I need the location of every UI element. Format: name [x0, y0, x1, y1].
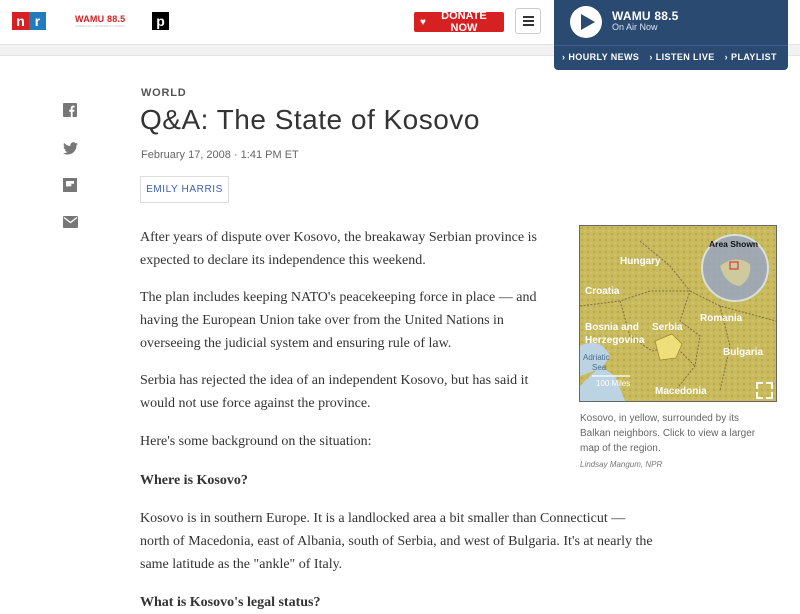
facebook-icon	[63, 103, 77, 117]
donate-button[interactable]	[414, 12, 504, 32]
map-label-bulgaria: Bulgaria	[723, 347, 764, 358]
twitter-icon	[63, 142, 78, 155]
player-status: On Air Now	[612, 22, 658, 32]
map-label-romania: Romania	[700, 313, 743, 324]
chevron-right-icon: ›	[649, 52, 653, 62]
player-station-name: WAMU 88.5	[612, 9, 679, 23]
publish-date: February 17, 2008 · 1:41 PM ET	[141, 149, 299, 161]
page-title: Q&A: The State of Kosovo	[140, 104, 480, 135]
chevron-right-icon: ›	[562, 52, 566, 62]
play-button[interactable]	[570, 6, 602, 38]
listen-live-link[interactable]: › LISTEN LIVE	[649, 52, 715, 62]
article-subheading: What is Kosovo's legal status?	[140, 595, 321, 610]
map-label-area-shown: Area Shown	[709, 239, 759, 249]
map-label-sea: Sea	[592, 363, 607, 372]
map-label-herzegovina: Herzegovina	[585, 335, 645, 346]
article-paragraph: Here's some background on the situation:	[140, 434, 372, 449]
email-icon	[63, 216, 78, 228]
email-share-button[interactable]	[62, 214, 78, 230]
map-label-macedonia: Macedonia	[655, 386, 707, 397]
station-logo-text: WAMU 88.5	[75, 14, 126, 24]
npr-logo-letter-p: p	[152, 12, 169, 30]
npr-logo-letter-r: r	[29, 12, 46, 30]
map-scale-label: 100 Miles	[596, 379, 631, 388]
twitter-share-button[interactable]	[62, 140, 78, 156]
chevron-right-icon: ›	[724, 52, 729, 62]
facebook-share-button[interactable]	[62, 102, 78, 118]
station-logo[interactable]	[75, 14, 125, 28]
live-radio-player	[554, 0, 788, 70]
player-divider	[554, 45, 788, 46]
flipboard-share-button[interactable]	[62, 177, 78, 193]
player-links	[562, 52, 777, 62]
map-label-adriatic: Adriatic	[583, 353, 610, 362]
map-credit: Lindsay Mangum, NPR	[580, 460, 663, 469]
author-byline[interactable]: EMILY HARRIS	[140, 176, 229, 203]
hourly-news-link[interactable]: › HOURLY NEWS	[562, 52, 640, 62]
map-label-croatia: Croatia	[585, 286, 620, 297]
playlist-link[interactable]: › PLAYLIST	[724, 52, 777, 62]
donate-label: DONATE NOW	[441, 10, 487, 34]
station-tagline: AMERICAN UNIVERSITY RADIO	[75, 24, 125, 28]
npr-logo-letter-n: n	[12, 12, 29, 30]
hamburger-menu-button[interactable]	[515, 8, 541, 34]
flipboard-icon	[63, 178, 77, 192]
heart-icon: ♥	[420, 16, 426, 28]
hamburger-menu-icon	[523, 16, 534, 18]
article-paragraph: Serbia has rejected the idea of an independent Kosovo, but has said it would not use force against the province.	[140, 373, 529, 411]
play-icon	[581, 14, 595, 30]
map-caption: Kosovo, in yellow, surrounded by its Balkan neighbors. Click to view a larger map of the region.	[580, 413, 756, 454]
article-paragraph: Kosovo is in southern Europe. It is a landlocked area a bit smaller than Connecticut — north of Macedonia, east of Albania, south of Serbia, and west of Bulgaria. It's at nearly the same latitude as the "ankle" of Italy.	[140, 511, 653, 572]
kosovo-map-image[interactable]	[579, 225, 777, 402]
article-subheading: Where is Kosovo?	[140, 473, 248, 488]
map-label-hungary: Hungary	[620, 256, 661, 267]
section-label[interactable]: WORLD	[141, 87, 187, 99]
article-paragraph: The plan includes keeping NATO's peacekeeping force in place — and having the European Union take over from the United Nations in overseeing the judicial system and ensuring rule of law.	[140, 290, 537, 351]
map-label-bosnia: Bosnia and	[585, 322, 639, 333]
map-label-serbia: Serbia	[652, 322, 683, 333]
article-paragraph: After years of dispute over Kosovo, the breakaway Serbian province is expected to declare its independence this weekend.	[140, 230, 537, 268]
